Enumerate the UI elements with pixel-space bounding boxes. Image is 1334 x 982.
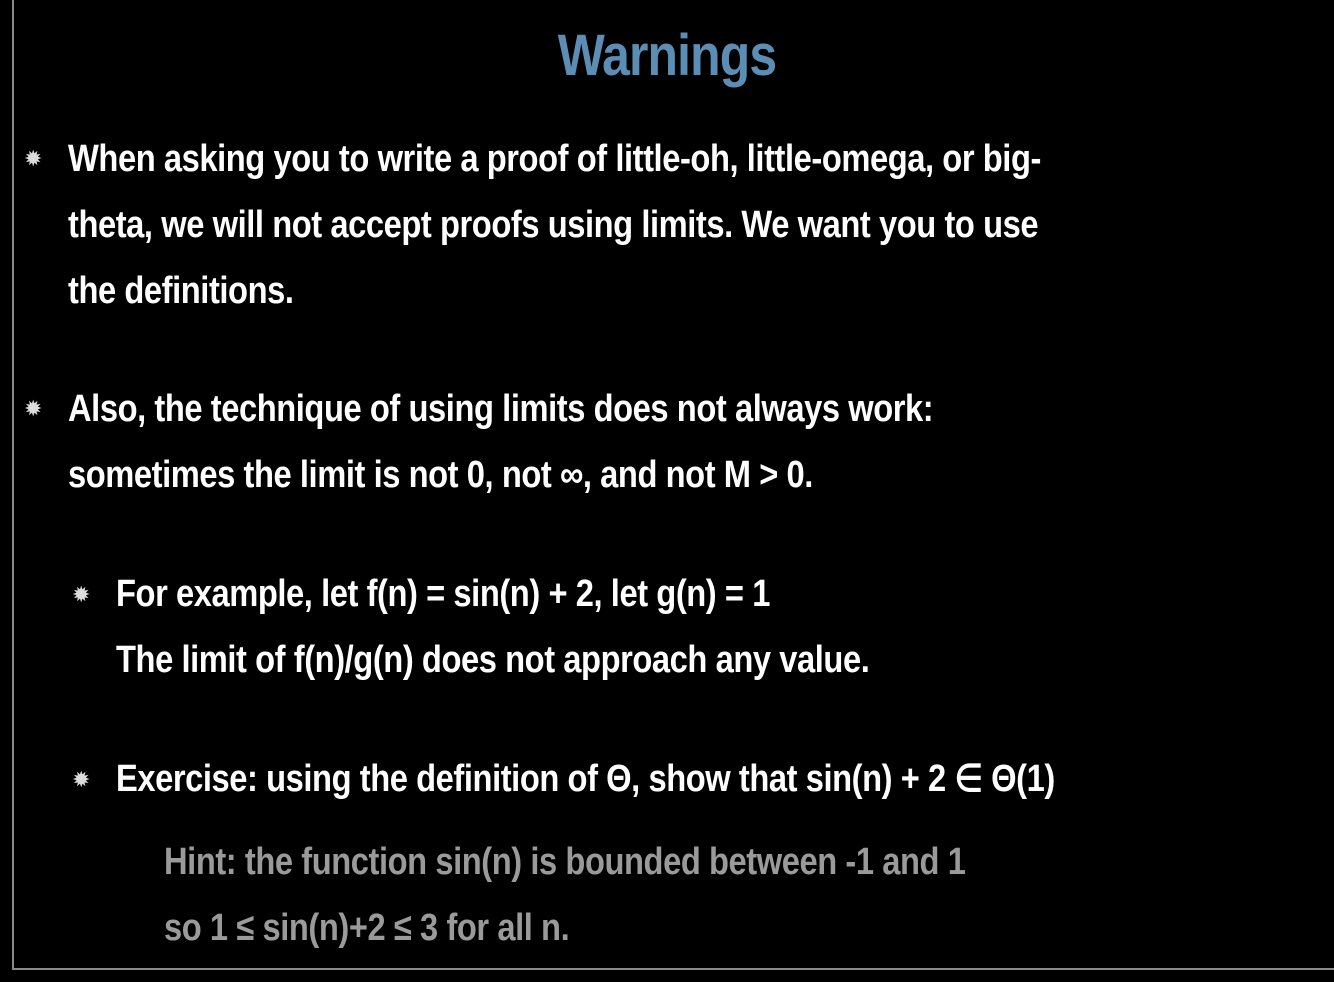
slide-frame-left-border xyxy=(12,0,14,970)
bullet-limits-warning xyxy=(68,126,1199,324)
sub-bullet-example xyxy=(116,561,992,693)
slide-frame-bottom-border xyxy=(12,968,1334,970)
bullet-line: When asking you to write a proof of little-oh, little-omega, or big- xyxy=(68,138,1041,180)
hint-line: so 1 ≤ sin(n)+2 ≤ 3 for all n. xyxy=(164,907,570,949)
hint-text xyxy=(164,829,1096,961)
bullet-line: sometimes the limit is not 0, not ∞, and not M > 0. xyxy=(68,454,813,496)
hint-line: Hint: the function sin(n) is bounded between -1 and 1 xyxy=(164,841,966,883)
bullet-star-icon: ✹ xyxy=(24,396,43,421)
bullet-line: The limit of f(n)/g(n) does not approach any value. xyxy=(116,639,870,681)
bullet-line: theta, we will not accept proofs using limits. We want you to use xyxy=(68,204,1039,246)
bullet-technique-warning xyxy=(68,376,1074,508)
bullet-line: the definitions. xyxy=(68,270,294,312)
sub-bullet-star-icon: ✹ xyxy=(72,582,91,607)
bullet-star-icon: ✹ xyxy=(24,146,43,171)
bullet-line: Also, the technique of using limits does not always work: xyxy=(68,388,934,430)
slide-title: Warnings xyxy=(557,23,777,88)
sub-bullet-star-icon: ✹ xyxy=(72,767,91,792)
bullet-line: For example, let f(n) = sin(n) + 2, let g(n) = 1 xyxy=(116,573,770,615)
bullet-line: Exercise: using the definition of Θ, show that sin(n) + 2 ∈ Θ(1) xyxy=(116,758,1055,800)
sub-bullet-exercise xyxy=(116,746,1208,812)
